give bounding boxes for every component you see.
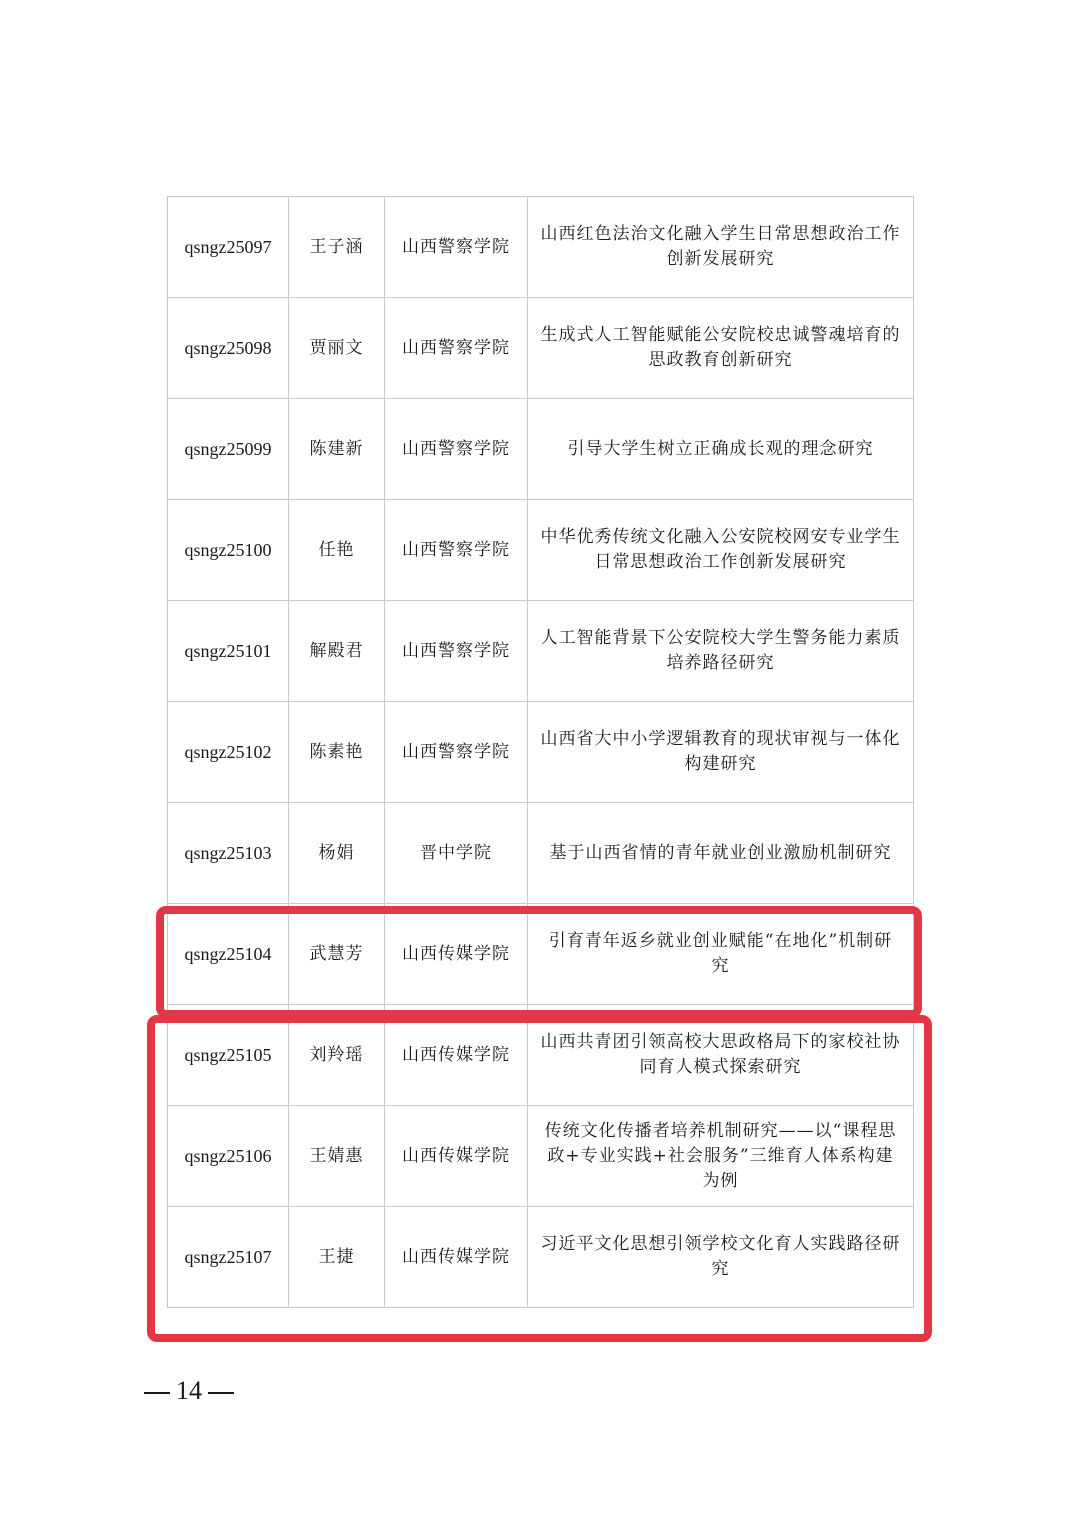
person-name-cell: 王婧惠 — [289, 1106, 385, 1207]
project-title-cell: 生成式人工智能赋能公安院校忠诚警魂培育的思政教育创新研究 — [528, 298, 914, 399]
project-id-cell: qsngz25104 — [168, 904, 289, 1005]
school-cell: 山西警察学院 — [385, 399, 528, 500]
project-title-cell: 山西红色法治文化融入学生日常思想政治工作创新发展研究 — [528, 197, 914, 298]
school-cell: 山西警察学院 — [385, 298, 528, 399]
table-row — [168, 601, 914, 702]
person-name-cell: 刘羚瑶 — [289, 1005, 385, 1106]
table-row — [168, 702, 914, 803]
project-id-cell: qsngz25102 — [168, 702, 289, 803]
person-name-cell: 杨娟 — [289, 803, 385, 904]
table-row — [168, 197, 914, 298]
project-id-cell: qsngz25097 — [168, 197, 289, 298]
project-title-cell: 引育青年返乡就业创业赋能“在地化”机制研究 — [528, 904, 914, 1005]
page-number — [138, 1374, 240, 1408]
project-id-cell: qsngz25107 — [168, 1207, 289, 1308]
dash-left — [144, 1392, 170, 1394]
person-name-cell: 解殿君 — [289, 601, 385, 702]
table-row — [168, 904, 914, 1005]
project-title-cell: 引导大学生树立正确成长观的理念研究 — [528, 399, 914, 500]
table-row — [168, 803, 914, 904]
project-id-cell: qsngz25103 — [168, 803, 289, 904]
person-name-cell: 王捷 — [289, 1207, 385, 1308]
page-number-text: 14 — [176, 1376, 202, 1405]
person-name-cell: 陈建新 — [289, 399, 385, 500]
project-title-cell: 人工智能背景下公安院校大学生警务能力素质培养路径研究 — [528, 601, 914, 702]
table-row — [168, 1207, 914, 1308]
dash-right — [208, 1392, 234, 1394]
school-cell: 山西警察学院 — [385, 601, 528, 702]
project-title-cell: 基于山西省情的青年就业创业激励机制研究 — [528, 803, 914, 904]
project-id-cell: qsngz25106 — [168, 1106, 289, 1207]
school-cell: 山西警察学院 — [385, 702, 528, 803]
project-title-cell: 山西省大中小学逻辑教育的现状审视与一体化构建研究 — [528, 702, 914, 803]
table-row — [168, 1005, 914, 1106]
project-id-cell: qsngz25098 — [168, 298, 289, 399]
school-cell: 晋中学院 — [385, 803, 528, 904]
school-cell: 山西传媒学院 — [385, 1207, 528, 1308]
project-title-cell: 中华优秀传统文化融入公安院校网安专业学生日常思想政治工作创新发展研究 — [528, 500, 914, 601]
school-cell: 山西传媒学院 — [385, 904, 528, 1005]
table-row — [168, 500, 914, 601]
project-title-cell: 传统文化传播者培养机制研究——以“课程思政+专业实践+社会服务”三维育人体系构建为例 — [528, 1106, 914, 1207]
table-row — [168, 298, 914, 399]
school-cell: 山西警察学院 — [385, 500, 528, 601]
table-row — [168, 399, 914, 500]
school-cell: 山西传媒学院 — [385, 1005, 528, 1106]
school-cell: 山西传媒学院 — [385, 1106, 528, 1207]
person-name-cell: 任艳 — [289, 500, 385, 601]
project-id-cell: qsngz25099 — [168, 399, 289, 500]
person-name-cell: 贾丽文 — [289, 298, 385, 399]
project-title-cell: 习近平文化思想引领学校文化育人实践路径研究 — [528, 1207, 914, 1308]
person-name-cell: 武慧芳 — [289, 904, 385, 1005]
project-id-cell: qsngz25100 — [168, 500, 289, 601]
project-list-table — [167, 196, 914, 1308]
project-title-cell: 山西共青团引领高校大思政格局下的家校社协同育人模式探索研究 — [528, 1005, 914, 1106]
school-cell: 山西警察学院 — [385, 197, 528, 298]
person-name-cell: 陈素艳 — [289, 702, 385, 803]
table-row — [168, 1106, 914, 1207]
project-id-cell: qsngz25105 — [168, 1005, 289, 1106]
project-id-cell: qsngz25101 — [168, 601, 289, 702]
person-name-cell: 王子涵 — [289, 197, 385, 298]
